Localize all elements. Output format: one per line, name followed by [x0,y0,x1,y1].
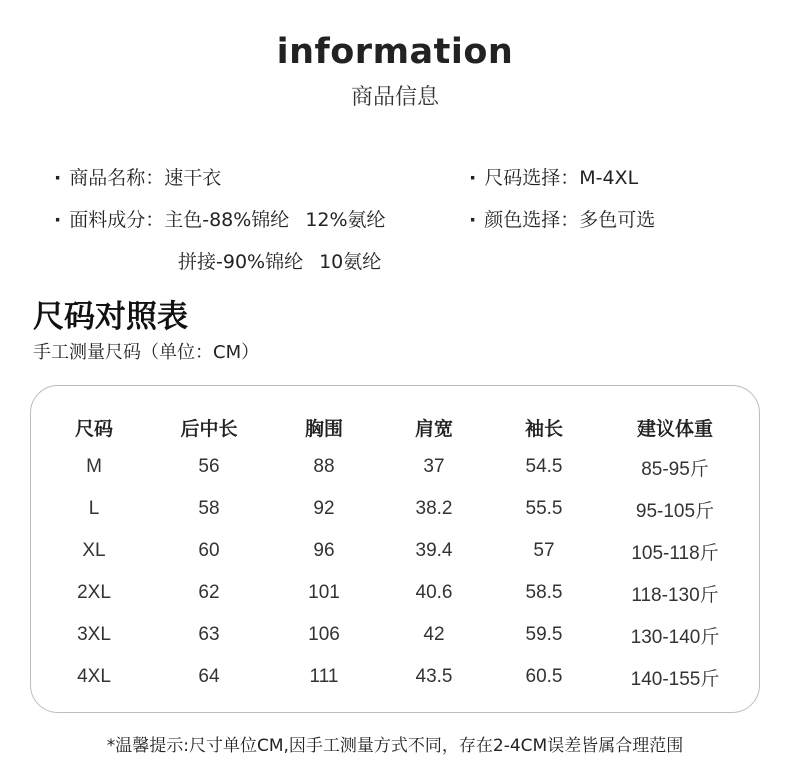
product-name-text: 商品名称：速干衣 [69,167,222,189]
bullet-icon: · [469,167,477,189]
table-row [39,488,751,530]
cell-size: 3XL [77,624,111,645]
fabric-main-spandex: 12%氨纶 [305,209,386,231]
cell-chest: 111 [309,666,339,687]
cell-chest: 101 [308,582,340,603]
cell-size: L [88,498,100,519]
table-header-row [39,408,751,446]
cell-size: XL [82,540,106,561]
fabric-main-text: 面料成分：主色-88%锦纶 [69,209,290,231]
cell-sleeve: 60.5 [525,666,563,687]
size-select-text: 尺码选择：M-4XL [484,167,639,189]
info-fabric-splice [178,247,381,274]
table-row [39,656,751,698]
cell-shoulder: 40.6 [415,582,453,603]
info-size-select [469,163,638,190]
table-row [39,530,751,572]
page-title-english: information [276,32,514,72]
cell-size: 2XL [77,582,111,603]
cell-shoulder: 38.2 [415,498,453,519]
cell-back-length: 58 [198,498,220,519]
measurement-footnote: *温馨提示:尺寸单位CM,因手工测量方式不同，存在2-4CM误差皆属合理范围 [106,736,684,756]
table-row [39,572,751,614]
cell-weight: 140-155斤 [630,668,720,690]
cell-sleeve: 58.5 [525,582,563,603]
cell-back-length: 60 [198,540,220,561]
cell-back-length: 62 [198,582,220,603]
cell-chest: 96 [313,540,335,561]
cell-chest: 92 [313,498,335,519]
cell-shoulder: 42 [423,624,445,645]
cell-weight: 130-140斤 [630,626,720,648]
size-chart-subtitle: 手工测量尺码（单位：CM） [33,342,260,363]
size-chart-title: 尺码对照表 [33,299,188,335]
header-weight: 建议体重 [636,417,713,440]
header-sleeve: 袖长 [524,417,563,440]
size-chart-table [39,408,751,698]
bullet-icon: · [469,209,477,231]
cell-shoulder: 39.4 [415,540,453,561]
header-shoulder: 肩宽 [414,417,453,440]
color-select-text: 颜色选择：多色可选 [484,209,656,231]
cell-size: M [86,456,102,477]
cell-back-length: 63 [198,624,220,645]
info-product-name [54,163,221,190]
bullet-icon: · [54,209,62,231]
cell-chest: 88 [313,456,335,477]
info-fabric [54,205,386,232]
cell-sleeve: 54.5 [525,456,563,477]
cell-weight: 95-105斤 [635,500,715,522]
cell-weight: 85-95斤 [641,458,709,480]
cell-sleeve: 59.5 [525,624,563,645]
fabric-splice-text: 拼接-90%锦纶 [178,251,304,273]
cell-shoulder: 37 [423,456,445,477]
info-color-select [469,205,655,232]
cell-back-length: 64 [198,666,220,687]
header-size: 尺码 [74,417,113,440]
fabric-splice-spandex: 10氨纶 [319,251,382,273]
size-chart-panel [30,385,760,713]
table-row [39,446,751,488]
header-chest: 胸围 [304,417,343,440]
cell-shoulder: 43.5 [415,666,453,687]
cell-chest: 106 [308,624,340,645]
page-title-chinese: 商品信息 [350,85,439,110]
cell-sleeve: 55.5 [525,498,563,519]
cell-back-length: 56 [198,456,220,477]
cell-size: 4XL [77,666,111,687]
cell-weight: 105-118斤 [631,542,719,564]
cell-weight: 118-130斤 [631,584,719,606]
cell-sleeve: 57 [533,540,555,561]
header-back-length: 后中长 [180,417,238,440]
table-row [39,614,751,656]
bullet-icon: · [54,167,62,189]
